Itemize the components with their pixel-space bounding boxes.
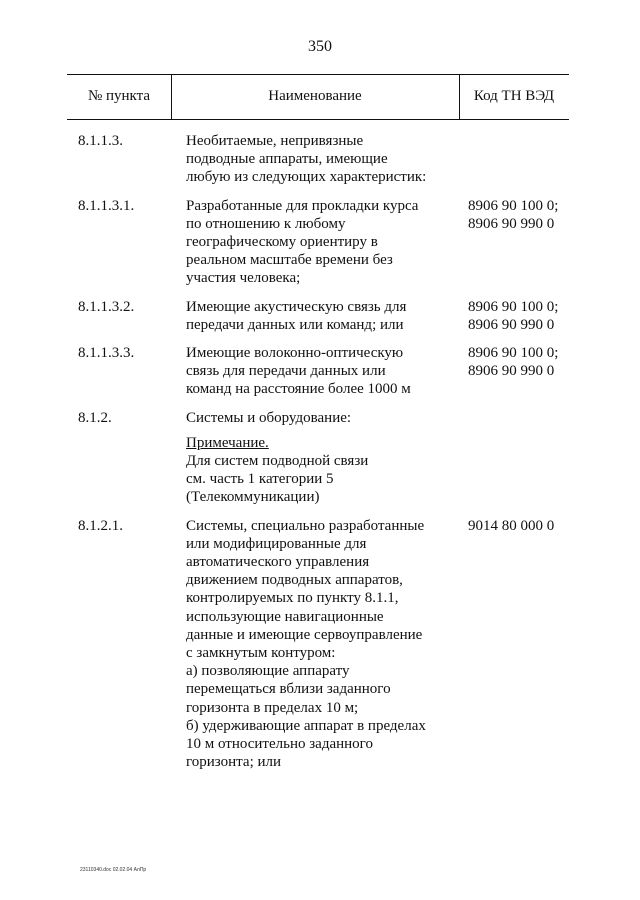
name-line: подводные аппараты, имеющие (186, 151, 388, 168)
name-line: или модифицированные для (186, 535, 367, 552)
row-number: 8.1.1.3. (78, 133, 123, 149)
table-row (0, 517, 640, 772)
name-line: Имеющие акустическую связь для (186, 298, 407, 315)
name-line: движением подводных аппаратов, (186, 572, 403, 589)
name-line: команд на расстояние более 1000 м (186, 381, 411, 398)
note-line: см. часть 1 категории 5 (186, 471, 334, 488)
row-code (462, 298, 588, 334)
table-row (0, 344, 640, 399)
code-line: 8906 90 100 0; (468, 298, 559, 315)
name-line: данные и имеющие сервоуправление (186, 626, 423, 643)
row-number: 8.1.1.3.1. (78, 197, 135, 214)
name-line: Системы, специально разработанные (186, 517, 425, 534)
name-line: передачи данных или команд; или (186, 316, 404, 333)
name-line: с замкнутым контуром: (186, 645, 336, 662)
row-code (462, 517, 588, 535)
name-line: участия человека; (186, 270, 301, 287)
code-line: 8906 90 990 0 (468, 215, 555, 232)
table-header-top-rule (67, 74, 569, 75)
row-name (186, 344, 462, 399)
row-number: 8.1.1.3.2. (78, 298, 135, 315)
header-item-code: Код ТН ВЭД (473, 88, 555, 104)
table-body (0, 132, 640, 772)
name-line: по отношению к любому (186, 215, 346, 232)
name-line: реальном масштабе времени без (186, 252, 393, 269)
table-row (0, 298, 640, 334)
row-number: 8.1.2.1. (78, 517, 123, 534)
name-line: а) позволяющие аппарату (186, 663, 350, 680)
code-line: 8906 90 100 0; (468, 197, 559, 214)
row-number: 8.1.2. (78, 409, 112, 426)
row-name (186, 132, 462, 187)
row-name (186, 197, 462, 288)
name-line: географическому ориентиру в (186, 234, 378, 251)
row-name (186, 409, 462, 507)
name-line: горизонта в пределах 10 м; (186, 699, 359, 716)
row-number: 8.1.1.3.3. (78, 345, 135, 362)
name-line: любую из следующих характеристик: (186, 169, 427, 186)
table-row (0, 197, 640, 288)
row-name (186, 298, 462, 334)
code-line: 8906 90 100 0; (468, 345, 559, 362)
page-number: 350 (308, 38, 332, 55)
code-line: 8906 90 990 0 (468, 316, 555, 333)
name-line: контролируемых по пункту 8.1.1, (186, 590, 399, 607)
table-row (0, 409, 640, 507)
name-line: Системы и оборудование: (186, 409, 352, 426)
code-line: 9014 80 000 0 (468, 517, 555, 534)
document-footer: 23110340.doc 02.02.04 АлПр (80, 867, 147, 873)
note-title: Примечание. (186, 434, 269, 451)
header-item-number: № пункта (87, 88, 151, 104)
name-line: Разработанные для прокладки курса (186, 197, 419, 214)
note-line: (Телекоммуникации) (186, 489, 320, 506)
row-name (186, 517, 462, 772)
name-line: Имеющие волоконно-оптическую (186, 345, 404, 362)
table-header-bottom-rule (67, 119, 569, 120)
row-code (462, 197, 588, 233)
name-line: 10 м относительно заданного (186, 736, 373, 753)
code-line: 8906 90 990 0 (468, 363, 555, 380)
spacer (186, 427, 462, 434)
name-line: связь для передачи данных или (186, 363, 386, 380)
row-code (462, 344, 588, 380)
name-line: горизонта; или (186, 754, 282, 771)
name-line: Необитаемые, непривязные (186, 133, 364, 149)
name-line: автоматического управления (186, 554, 370, 571)
name-line: использующие навигационные (186, 608, 384, 625)
header-item-name: Наименование (268, 88, 362, 104)
name-line: перемещаться вблизи заданного (186, 681, 391, 698)
note-line: Для систем подводной связи (186, 453, 369, 470)
name-line: б) удерживающие аппарат в пределах (186, 717, 426, 734)
table-row (0, 132, 640, 187)
